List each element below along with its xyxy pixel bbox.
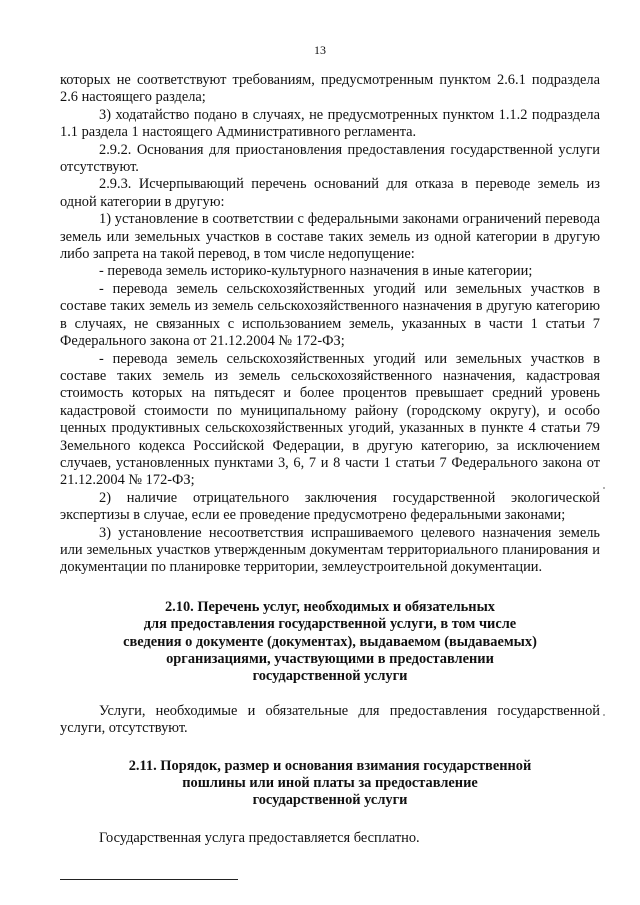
- paragraph-continuation: которых не соответствуют требованиям, предусмотренным пунктом 2.6.1 подраздела 2.6 настоящего раздела;: [60, 72, 600, 106]
- heading-line: 2.11. Порядок, размер и основания взимания государственной: [128, 757, 532, 774]
- scan-speck: [603, 714, 605, 716]
- page-number: 13: [314, 43, 326, 57]
- heading-line: для предоставления государственной услуги, в том числе: [143, 616, 517, 633]
- heading-line: организациями, участвующими в предоставлении: [166, 651, 494, 667]
- paragraph-refusal-2: 2) наличие отрицательного заключения государственной экологической экспертизы в случае, если ее проведение предусмотрено федеральными законами;: [60, 489, 600, 524]
- paragraph-refusal-3: 3) установление несоответствия испрашиваемого целевого назначения земель или земельных участков утвержденным документам территориального планирования и документации по планировке территории, землеустроительной документации.: [60, 524, 600, 576]
- heading-line: пошлины или иной платы за предоставление: [182, 775, 478, 792]
- heading-line: 2.10. Перечень услуг, необходимых и обязательных: [164, 598, 496, 615]
- paragraph-dash-2: - перевода земель сельскохозяйственных угодий или земельных участков в составе таких земель из земель сельскохозяйственного назначения в другую категорию в случаях, не связанных с использованием земель, указанных в части 1 статьи 7 Федерального закона от 21.12.2004 № 172-ФЗ;: [60, 280, 600, 350]
- section-2-10-heading: [60, 599, 600, 686]
- scan-speck: [603, 487, 605, 489]
- footnote-divider: [60, 879, 238, 880]
- paragraph-item-3: 3) ходатайство подано в случаях, не предусмотренных пунктом 1.1.2 подраздела 1.1 раздела 1 настоящего Административного регламента.: [60, 106, 600, 141]
- section-2-11-heading: [60, 758, 600, 810]
- heading-line: государственной услуги: [252, 668, 408, 685]
- paragraph-dash-1: - перевода земель историко-культурного назначения в иные категории;: [99, 263, 533, 280]
- section-2-11-text: Государственная услуга предоставляется бесплатно.: [99, 829, 420, 846]
- paragraph-refusal-1: 1) установление в соответствии с федеральными законами ограничений перевода земель или земельных участков в составе таких земель из одной категории в другую либо запрета на такой перевод, в том числе недопущение:: [60, 211, 600, 263]
- document-body: [60, 72, 600, 847]
- paragraph-2-9-3: 2.9.3. Исчерпывающий перечень оснований для отказа в переводе земель из одной категории в другую:: [60, 176, 600, 210]
- heading-line: государственной услуги: [252, 792, 408, 809]
- paragraph-2-9-2: 2.9.2. Основания для приостановления предоставления государственной услуги отсутствуют.: [60, 141, 600, 176]
- heading-line: сведения о документе (документах), выдаваемом (выдаваемых): [123, 633, 537, 650]
- section-2-10-text: Услуги, необходимые и обязательные для предоставления государственной услуги, отсутствуют.: [60, 702, 600, 737]
- paragraph-dash-3: - перевода земель сельскохозяйственных угодий или земельных участков в составе таких земель из земель сельскохозяйственного назначения, кадастровая стоимость которых на пятьдесят и более процентов превышает средний уровень кадастровой стоимости по муниципальному району (городскому округу), и особо ценных продуктивных сельскохозяйственных угодий, указанных в пункте 4 статьи 79 Земельного кодекса Российской Федерации, в другую категорию, за исключением случаев, установленных пунктами 3, 6, 7 и 8 части 1 статьи 7 Федерального закона от 21.12.2004 № 172-ФЗ;: [60, 350, 600, 489]
